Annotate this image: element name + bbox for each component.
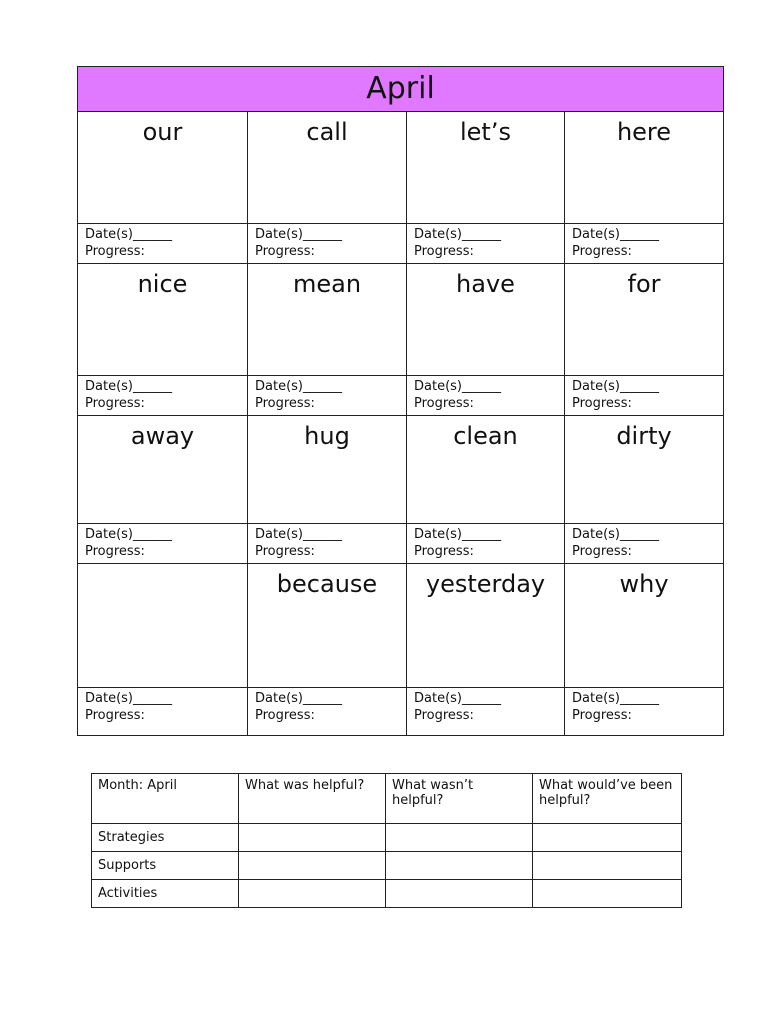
word-cell: let’s xyxy=(407,112,565,224)
progress-label: Progress: xyxy=(414,396,474,411)
sight-word-grid xyxy=(77,66,724,736)
date-label: Date(s)______ xyxy=(255,227,342,242)
word-cell: away xyxy=(78,416,248,524)
progress-label: Progress: xyxy=(85,708,145,723)
reflection-header-not-helpful: What wasn’t helpful? xyxy=(386,774,533,824)
reflection-cell[interactable] xyxy=(386,852,533,880)
reflection-row-label: Supports xyxy=(92,852,239,880)
date-label: Date(s)______ xyxy=(572,227,659,242)
month-title: April xyxy=(78,67,724,112)
progress-cell[interactable] xyxy=(565,688,724,736)
reflection-cell[interactable] xyxy=(239,852,386,880)
word-cell: yesterday xyxy=(407,564,565,688)
reflection-table xyxy=(91,773,682,908)
reflection-cell[interactable] xyxy=(239,824,386,852)
progress-cell[interactable] xyxy=(565,224,724,264)
progress-cell[interactable] xyxy=(407,688,565,736)
date-label: Date(s)______ xyxy=(414,227,501,242)
word-cell: hug xyxy=(248,416,407,524)
date-label: Date(s)______ xyxy=(255,379,342,394)
progress-cell[interactable] xyxy=(248,224,407,264)
word-cell: mean xyxy=(248,264,407,376)
reflection-header-helpful: What was helpful? xyxy=(239,774,386,824)
progress-cell[interactable] xyxy=(248,524,407,564)
reflection-row-label: Strategies xyxy=(92,824,239,852)
progress-cell[interactable] xyxy=(78,224,248,264)
progress-cell[interactable] xyxy=(78,688,248,736)
date-label: Date(s)______ xyxy=(572,691,659,706)
date-label: Date(s)______ xyxy=(572,379,659,394)
reflection-cell[interactable] xyxy=(239,880,386,908)
date-label: Date(s)______ xyxy=(414,379,501,394)
word-cell: for xyxy=(565,264,724,376)
progress-cell[interactable] xyxy=(407,524,565,564)
date-label: Date(s)______ xyxy=(255,527,342,542)
progress-label: Progress: xyxy=(414,544,474,559)
reflection-header-month: Month: April xyxy=(92,774,239,824)
word-cell: because xyxy=(248,564,407,688)
date-label: Date(s)______ xyxy=(414,527,501,542)
progress-label: Progress: xyxy=(85,396,145,411)
progress-cell[interactable] xyxy=(565,524,724,564)
word-cell: have xyxy=(407,264,565,376)
date-label: Date(s)______ xyxy=(85,691,172,706)
reflection-cell[interactable] xyxy=(533,880,682,908)
reflection-cell[interactable] xyxy=(386,824,533,852)
reflection-cell[interactable] xyxy=(533,824,682,852)
word-cell: dirty xyxy=(565,416,724,524)
date-label: Date(s)______ xyxy=(85,227,172,242)
progress-label: Progress: xyxy=(255,244,315,259)
word-cell: here xyxy=(565,112,724,224)
progress-label: Progress: xyxy=(85,544,145,559)
progress-cell[interactable] xyxy=(565,376,724,416)
date-label: Date(s)______ xyxy=(414,691,501,706)
date-label: Date(s)______ xyxy=(572,527,659,542)
progress-cell[interactable] xyxy=(78,524,248,564)
word-cell: clean xyxy=(407,416,565,524)
progress-cell[interactable] xyxy=(407,224,565,264)
word-cell-empty xyxy=(78,564,248,688)
word-cell: nice xyxy=(78,264,248,376)
date-label: Date(s)______ xyxy=(85,379,172,394)
progress-cell[interactable] xyxy=(407,376,565,416)
progress-label: Progress: xyxy=(255,396,315,411)
progress-cell[interactable] xyxy=(78,376,248,416)
reflection-cell[interactable] xyxy=(386,880,533,908)
date-label: Date(s)______ xyxy=(85,527,172,542)
progress-label: Progress: xyxy=(414,708,474,723)
progress-label: Progress: xyxy=(572,708,632,723)
progress-label: Progress: xyxy=(572,396,632,411)
reflection-row-label: Activities xyxy=(92,880,239,908)
date-label: Date(s)______ xyxy=(255,691,342,706)
word-cell: call xyxy=(248,112,407,224)
progress-label: Progress: xyxy=(255,544,315,559)
progress-cell[interactable] xyxy=(248,688,407,736)
word-cell: our xyxy=(78,112,248,224)
reflection-cell[interactable] xyxy=(533,852,682,880)
progress-label: Progress: xyxy=(572,244,632,259)
progress-label: Progress: xyxy=(255,708,315,723)
progress-label: Progress: xyxy=(85,244,145,259)
progress-label: Progress: xyxy=(414,244,474,259)
progress-cell[interactable] xyxy=(248,376,407,416)
progress-label: Progress: xyxy=(572,544,632,559)
reflection-header-would-be-helpful: What would’ve been helpful? xyxy=(533,774,682,824)
word-cell: why xyxy=(565,564,724,688)
